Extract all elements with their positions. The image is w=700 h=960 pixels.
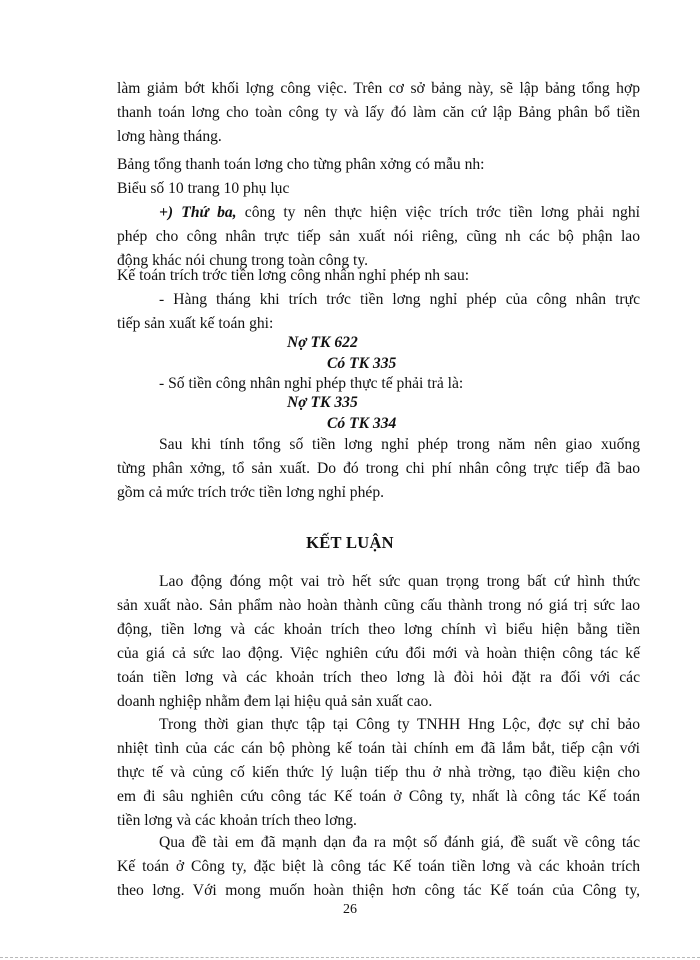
- text-line: từng phân xởng, tổ sản xuất. Do đó trong chi phí nhân công trực tiếp đã bao: [117, 460, 640, 477]
- text-line: lơng hàng tháng.: [117, 128, 222, 145]
- text-line: làm giảm bớt khối lợng công việc. Trên cơ sở bảng này, sẽ lập bảng tổng hợp: [117, 80, 640, 97]
- paragraph-summary-sheet: [117, 77, 640, 149]
- text-line: doanh nghiệp nhằm đem lại hiệu quả sản xuất cao.: [117, 693, 433, 710]
- journal-entry-credit: Có TK 335: [327, 355, 397, 372]
- text-line: tiếp sản xuất kế toán ghi:: [117, 315, 274, 332]
- text-line: nhiệt tình của các cán bộ phòng kế toán tài chính em đã lắm bắt, tiếp cận với: [117, 740, 640, 757]
- paragraph-form-reference: [117, 177, 640, 201]
- page-number: 26: [343, 902, 357, 917]
- text-line: Qua đề tài em đã mạnh dạn đa ra một số đánh giá, đề suất về công tác: [159, 834, 640, 851]
- text-line: Bảng tổng thanh toán lơng cho từng phân xởng có mẫu nh:: [117, 156, 485, 173]
- journal-entry-debit: Nợ TK 335: [287, 394, 358, 411]
- text-line: Trong thời gian thực tập tại Công ty TNHH Hng Lộc, đợc sự chỉ bảo: [159, 716, 640, 733]
- text-line: thực tế và củng cố kiến thức lý luận tiếp thu ở nhà trờng, tạo điều kiện cho: [117, 764, 640, 781]
- paragraph-monthly-accrual: [117, 288, 640, 336]
- journal-entry-debit: Nợ TK 622: [287, 334, 358, 351]
- text-line: em đi sâu nghiên cứu công tác Kế toán ở Công ty, nhất là công tác Kế toán: [117, 788, 640, 805]
- paragraph-actual-payment: [117, 372, 640, 396]
- conclusion-paragraph-internship: [117, 713, 640, 833]
- third-point-marker: +) Thứ ba,: [159, 204, 237, 221]
- text-line: - Hàng tháng khi trích trớc tiền lơng nghỉ phép của công nhân trực: [159, 291, 640, 308]
- text-line: động khác nói chung trong toàn công ty.: [117, 252, 369, 269]
- text-line: Sau khi tính tổng số tiền lơng nghỉ phép trong năm nên giao xuống: [159, 436, 640, 453]
- text-line: sản xuất nào. Sản phẩm nào hoàn thành cũng cấu thành trong nó giá trị sức lao: [117, 597, 640, 614]
- paragraph-third-point: [117, 201, 640, 273]
- text-line: tiền lơng và các khoản trích theo lơng.: [117, 812, 357, 829]
- conclusion-heading: KẾT LUẬN: [306, 533, 394, 552]
- text-line: Kế toán ở Công ty, đặc biệt là công tác Kế toán tiền lơng và các khoản trích: [117, 858, 640, 875]
- text-line: - Số tiền công nhân nghỉ phép thực tế phải trả là:: [159, 375, 464, 392]
- text-line: của giá cả sức lao động. Việc nghiên cứu đổi mới và hoàn thiện công tác kế: [117, 645, 640, 662]
- journal-entry-credit: Có TK 334: [327, 415, 397, 432]
- text-line: động, tiền lơng và các khoản trích theo lơng chính vì biểu hiện bằng tiền: [117, 621, 640, 638]
- text-line: thanh toán lơng cho toàn công ty và lấy đó làm căn cứ lập Bảng phân bổ tiền: [117, 104, 640, 121]
- conclusion-paragraph-labor: [117, 570, 640, 714]
- text-line: theo lơng. Với mong muốn hoàn thiện hơn công tác Kế toán của Công ty,: [117, 882, 640, 899]
- third-point-text: công ty nên thực hiện việc trích trớc tiền lơng phải nghỉ: [236, 204, 640, 221]
- paragraph-annual-distribution: [117, 433, 640, 505]
- page-bottom-divider: [0, 957, 700, 958]
- text-line: Lao động đóng một vai trò hết sức quan trọng trong bất cứ hình thức: [159, 573, 640, 590]
- text-line: phép cho công nhân trực tiếp sản xuất nói riêng, cũng nh các bộ phận lao: [117, 228, 640, 245]
- text-line: Biểu số 10 trang 10 phụ lục: [117, 180, 290, 197]
- text-line: [117, 201, 640, 225]
- text-line: toán tiền lơng và các khoản trích theo lơng là đòi hỏi đặt ra đối với các: [117, 669, 640, 686]
- paragraph-accrual-method: [117, 264, 640, 288]
- paragraph-summary-form: [117, 153, 640, 177]
- text-line: Kế toán trích trớc tiền lơng công nhân nghỉ phép nh sau:: [117, 267, 470, 284]
- text-line: gồm cả mức trích trớc tiền lơng nghỉ phép.: [117, 484, 385, 501]
- conclusion-paragraph-proposals: [117, 831, 640, 903]
